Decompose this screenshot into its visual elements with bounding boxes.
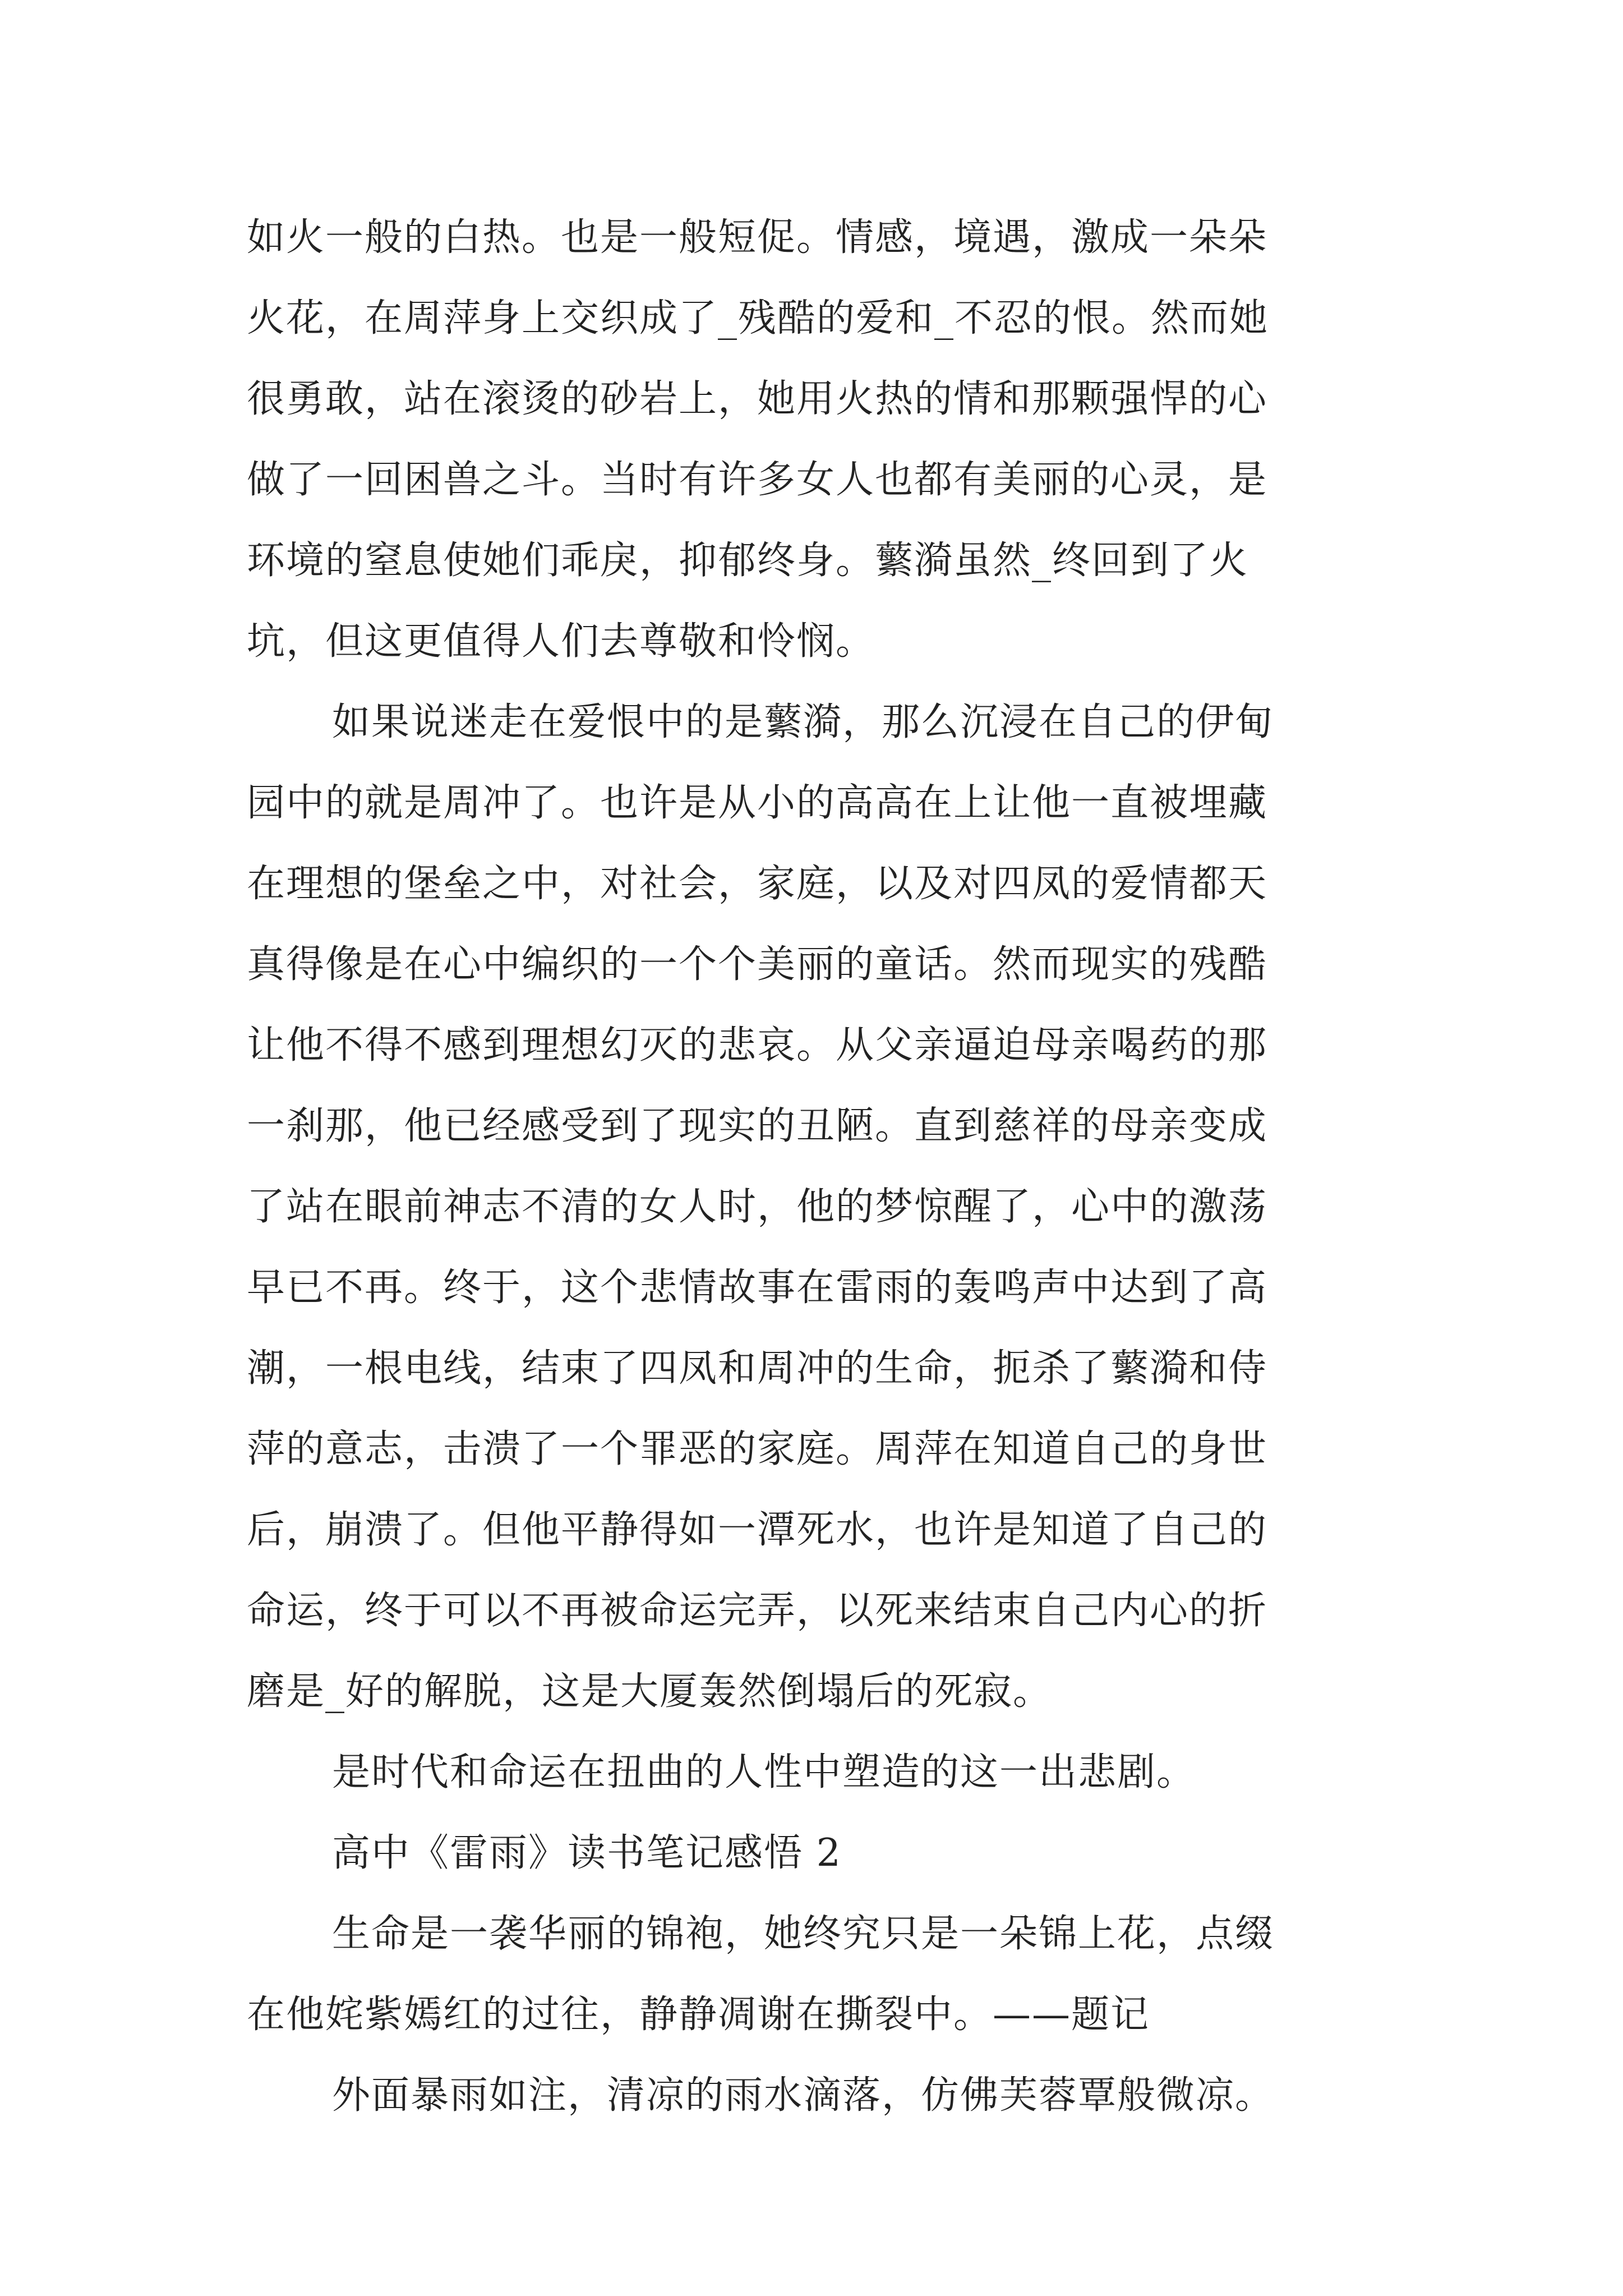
text-line: 了站在眼前神志不清的女人时，他的梦惊醒了，心中的激荡 <box>247 1185 1268 1229</box>
text-line: 磨是_好的解脱，这是大厦轰然倒塌后的死寂。 <box>247 1669 1053 1714</box>
body-text <box>247 197 1391 2136</box>
text-line: 真得像是在心中编织的一个个美丽的童话。然而现实的残酷 <box>247 942 1268 987</box>
text-line: 早已不再。终于，这个悲情故事在雷雨的轰鸣声中达到了高 <box>247 1266 1268 1310</box>
text-line: 是时代和命运在扭曲的人性中塑造的这一出悲剧。 <box>332 1750 1196 1795</box>
text-line: 在理想的堡垒之中，对社会，家庭，以及对四凤的爱情都天 <box>247 862 1268 906</box>
text-line: 外面暴雨如注，清凉的雨水滴落，仿佛芙蓉覃般微凉。 <box>332 2073 1275 2118</box>
text-line: 生命是一袭华丽的锦袍，她终究只是一朵锦上花，点缀 <box>332 1912 1275 1956</box>
text-line: 很勇敢，站在滚烫的砂岩上，她用火热的情和那颗强悍的心 <box>247 377 1268 421</box>
text-line: 让他不得不感到理想幻灭的悲哀。从父亲逼迫母亲喝药的那 <box>247 1023 1268 1068</box>
text-line: 潮，一根电线，结束了四凤和周冲的生命，扼杀了蘩漪和侍 <box>247 1346 1268 1391</box>
text-line: 园中的就是周冲了。也许是从小的高高在上让他一直被埋藏 <box>247 781 1268 825</box>
text-line: 坑，但这更值得人们去尊敬和怜悯。 <box>247 619 875 664</box>
text-line: 做了一回困兽之斗。当时有许多女人也都有美丽的心灵，是 <box>247 458 1268 502</box>
text-line: 如火一般的白热。也是一般短促。情感，境遇，激成一朵朵 <box>247 215 1268 260</box>
text-line: 一刹那，他已经感受到了现实的丑陋。直到慈祥的母亲变成 <box>247 1104 1268 1148</box>
text-line: 火花，在周萍身上交织成了_残酷的爱和_不忍的恨。然而她 <box>247 296 1269 341</box>
text-line: 后，崩溃了。但他平静得如一潭死水，也许是知道了自己的 <box>247 1508 1268 1552</box>
text-line: 如果说迷走在爱恨中的是蘩漪，那么沉浸在自己的伊甸 <box>332 700 1275 744</box>
text-line: 萍的意志，击溃了一个罪恶的家庭。周萍在知道自己的身世 <box>247 1427 1268 1471</box>
text-line: 在他姹紫嫣红的过往，静静凋谢在撕裂中。——题记 <box>247 1993 1150 2037</box>
text-line: 命运，终于可以不再被命运完弄，以死来结束自己内心的折 <box>247 1589 1268 1633</box>
text-line: 环境的窒息使她们乖戾，抑郁终身。蘩漪虽然_终回到了火 <box>247 539 1249 583</box>
section-heading: 高中《雷雨》读书笔记感悟 2 <box>332 1831 842 1875</box>
